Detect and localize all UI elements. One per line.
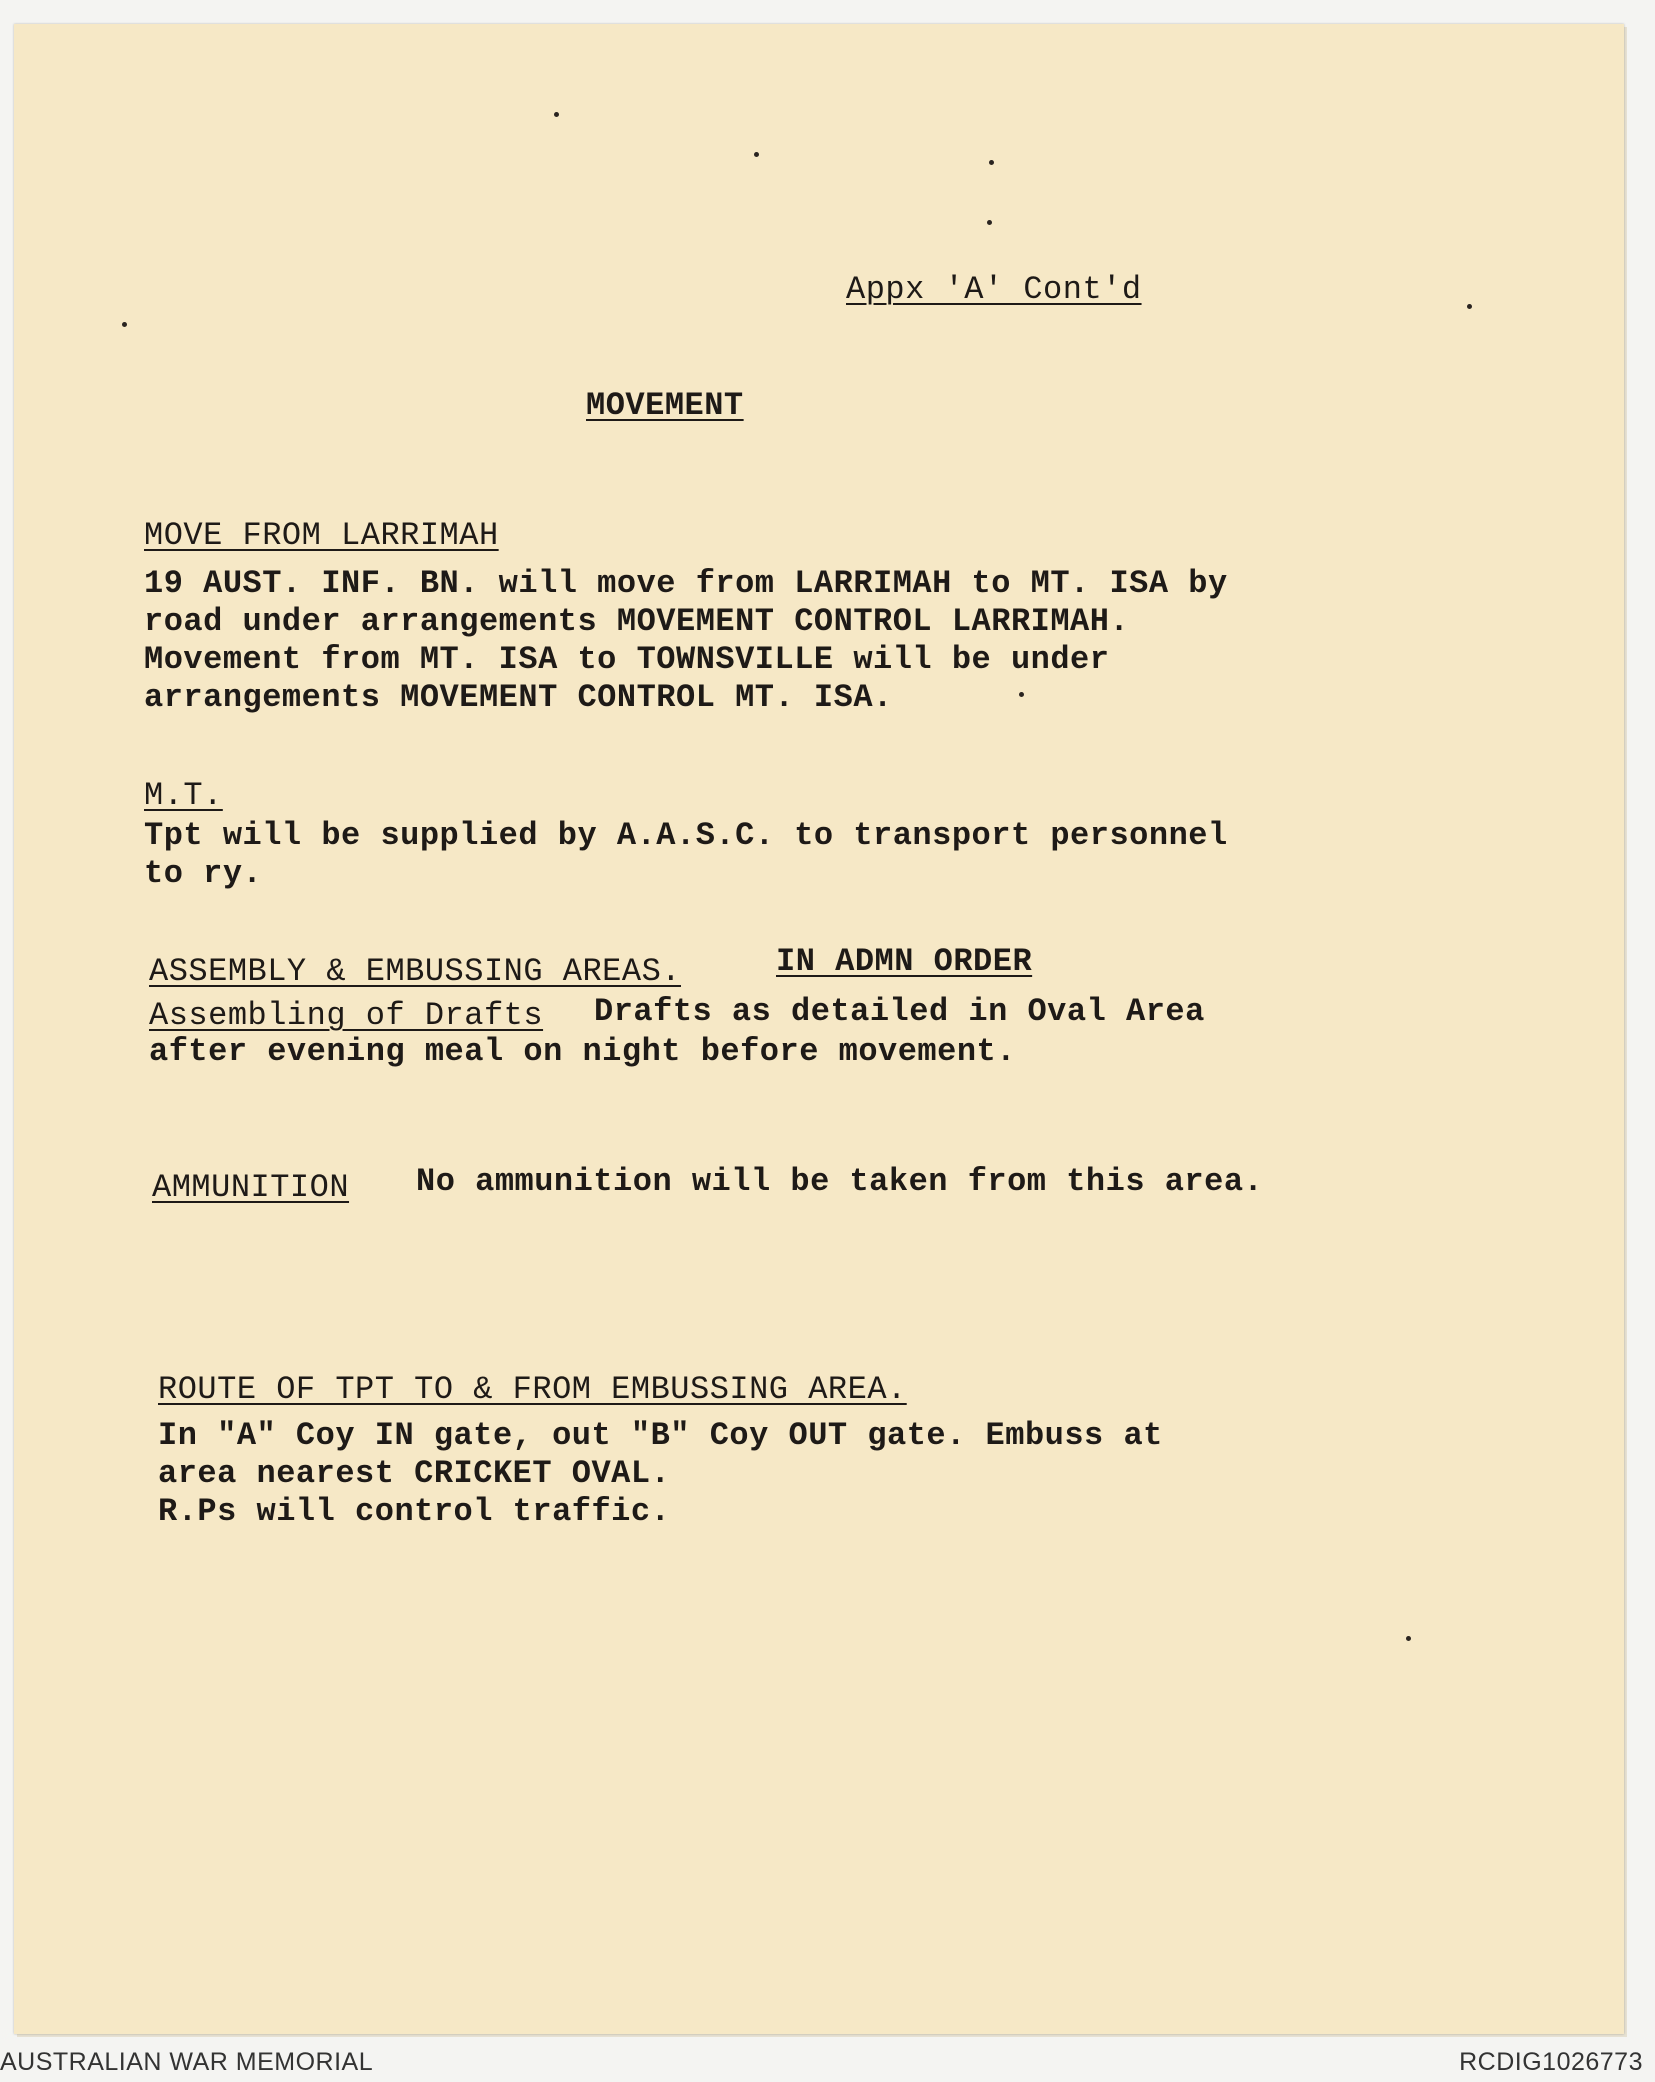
page-title: MOVEMENT: [586, 387, 744, 424]
paper-speck: [987, 220, 992, 225]
document-page: [14, 24, 1624, 2034]
paragraph-line: No ammunition will be taken from this area.: [416, 1163, 1264, 1200]
paragraph-line: to ry.: [144, 855, 263, 892]
section-heading-mt: M.T.: [144, 777, 223, 814]
paragraph-line: after evening meal on night before movement.: [149, 1033, 1016, 1070]
paper-speck: [754, 152, 759, 157]
paragraph-line: Tpt will be supplied by A.A.S.C. to transport personnel: [144, 817, 1228, 854]
admin-order-ref: IN ADMN ORDER: [776, 943, 1033, 980]
section-heading-assembly: ASSEMBLY & EMBUSSING AREAS.: [149, 953, 681, 990]
paragraph-line: R.Ps will control traffic.: [158, 1493, 671, 1530]
sub-heading-assembling: Assembling of Drafts: [149, 997, 544, 1034]
footer-source: AUSTRALIAN WAR MEMORIAL: [0, 2048, 374, 2076]
paragraph-line: Movement from MT. ISA to TOWNSVILLE will be under: [144, 641, 1110, 678]
section-heading-ammunition: AMMUNITION: [152, 1169, 350, 1206]
appendix-label: Appx 'A' Cont'd: [846, 271, 1142, 308]
paper-speck: [1406, 1636, 1411, 1641]
paragraph-line: Drafts as detailed in Oval Area: [594, 993, 1205, 1030]
paragraph-line: area nearest CRICKET OVAL.: [158, 1455, 671, 1492]
paper-speck: [1467, 304, 1472, 309]
section-heading-route: ROUTE OF TPT TO & FROM EMBUSSING AREA.: [158, 1371, 907, 1408]
paragraph-line: road under arrangements MOVEMENT CONTROL LARRIMAH.: [144, 603, 1130, 640]
paper-speck: [989, 160, 994, 165]
paper-speck: [1019, 692, 1024, 697]
paragraph-line: arrangements MOVEMENT CONTROL MT. ISA.: [144, 679, 893, 716]
paragraph-line: 19 AUST. INF. BN. will move from LARRIMAH to MT. ISA by: [144, 565, 1228, 602]
paper-speck: [554, 112, 559, 117]
paper-speck: [122, 322, 127, 327]
section-heading-move: MOVE FROM LARRIMAH: [144, 517, 499, 554]
paragraph-line: In "A" Coy IN gate, out "B" Coy OUT gate. Embuss at: [158, 1417, 1163, 1454]
footer-id: RCDIG1026773: [1459, 2048, 1643, 2076]
